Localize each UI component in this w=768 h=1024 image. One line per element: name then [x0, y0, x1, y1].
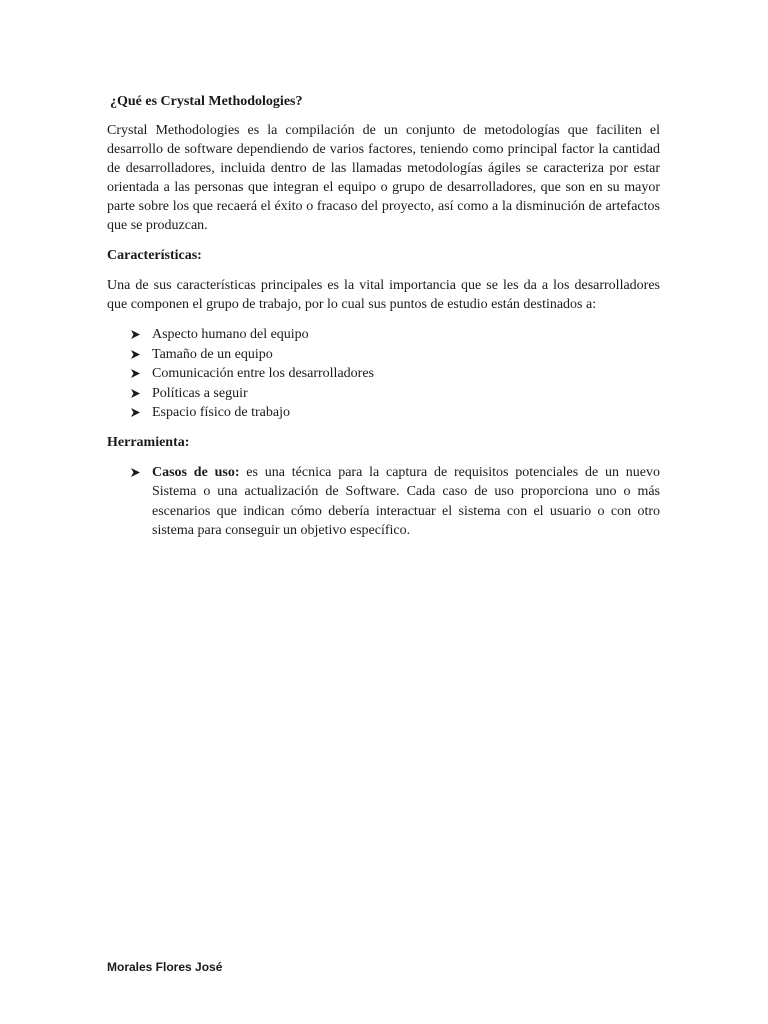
- arrowhead-bullet-icon: [130, 403, 144, 422]
- tool-description: es una técnica para la captura de requisitos potenciales de un nuevo Sistema o una actualización de Software. Cada caso de uso proporciona uno o más escenarios que indican cómo debería interactuar el sistema con el usuario o con otro sistema para conseguir un objetivo específico.: [152, 464, 661, 538]
- tool-term: Casos de uso:: [152, 464, 247, 480]
- list-item: [130, 384, 660, 404]
- arrowhead-bullet-icon: [130, 325, 144, 344]
- footer-author: Morales Flores José: [107, 960, 223, 974]
- list-item: [130, 345, 660, 365]
- list-item: [130, 463, 660, 541]
- list-item-label: Aspecto humano del equipo: [152, 327, 309, 342]
- list-item-label: Tamaño de un equipo: [152, 346, 273, 362]
- list-item: [130, 364, 660, 384]
- tool-list: [107, 463, 660, 541]
- arrowhead-bullet-icon: [130, 384, 144, 403]
- arrowhead-bullet-icon: [130, 463, 144, 482]
- characteristics-list: [107, 325, 660, 423]
- arrowhead-bullet-icon: [130, 364, 144, 383]
- intro-paragraph: Crystal Methodologies es la compilación de un conjunto de metodologías que faciliten el desarrollo de software dependiendo de varios factores, teniendo como principal factor la cantidad de desarrolladores, incluida dentro de las llamadas metodologías ágiles se caracteriza por estar orientada a las personas que integran el equipo o grupo de desarrolladores, que son en su mayor parte sobre los que recaerá el éxito o fracaso del proyecto, así como a la disminución de artefactos que se produzcan.: [107, 123, 660, 233]
- document-body: [107, 92, 660, 541]
- list-item-label: Comunicación entre los desarrolladores: [152, 366, 374, 381]
- list-item: [130, 325, 660, 345]
- arrowhead-bullet-icon: [130, 345, 144, 364]
- characteristics-heading: Características:: [107, 248, 202, 263]
- list-item: [130, 403, 660, 423]
- tool-heading: Herramienta:: [107, 434, 190, 450]
- characteristics-paragraph: Una de sus características principales es la vital importancia que se les da a los desarrolladores que componen el grupo de trabajo, por lo cual sus puntos de estudio están destinados a:: [107, 278, 660, 312]
- document-title: ¿Qué es Crystal Methodologies?: [110, 94, 303, 109]
- list-item-label: Políticas a seguir: [152, 385, 248, 401]
- list-item-label: Espacio físico de trabajo: [152, 405, 291, 420]
